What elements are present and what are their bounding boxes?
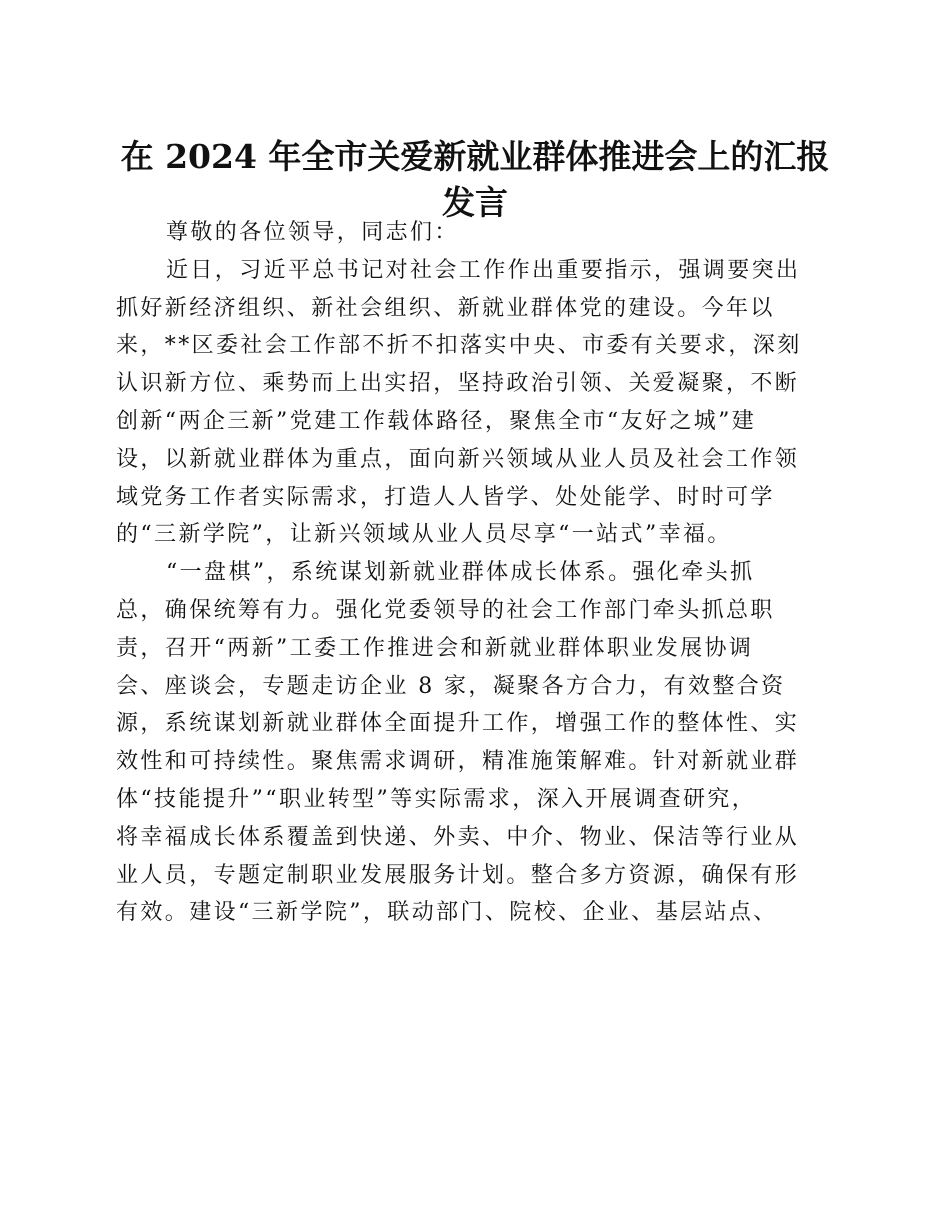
body-line: 业人员，专题定制职业发展服务计划。整合多方资源，确保有形: [116, 862, 800, 888]
body-line: 创新“两企三新”党建工作载体路径，聚焦全市“友好之城”建: [116, 408, 757, 434]
title-line-1: 在 2024 年全市关爱新就业群体推进会上的汇报: [120, 137, 830, 176]
body-line: 来，**区委社会工作部不折不扣落实中央、市委有关要求，深刻: [116, 333, 802, 359]
body-line: 将幸福成长体系覆盖到快递、外卖、中介、物业、保洁等行业从: [116, 824, 800, 850]
body-line: 有效。建设“三新学院”，联动部门、院校、企业、基层站点、: [116, 900, 778, 926]
body-line: 抓好新经济组织、新社会组织、新就业群体党的建设。今年以: [116, 295, 775, 321]
body-line: “一盘棋”，系统谋划新就业群体成长体系。强化牵头抓: [166, 560, 755, 586]
salutation: 尊敬的各位领导，同志们：: [166, 220, 459, 245]
body-line: 的“三新学院”，让新兴领域从业人员尽享“一站式”幸福。: [116, 522, 732, 548]
document-title: [100, 134, 850, 226]
body-line: 总，确保统筹有力。强化党委领导的社会工作部门牵头抓总职: [116, 597, 775, 623]
body-line: 会、座谈会，专题走访企业 8 家，凝聚各方合力，有效整合资: [116, 673, 786, 699]
title-line-2: 发言: [442, 183, 508, 222]
body-line: 体“技能提升”“职业转型”等实际需求，深入开展调查研究，: [116, 786, 757, 812]
body-line: 责，召开“两新”工委工作推进会和新就业群体职业发展协调: [116, 635, 754, 661]
body-line: 源，系统谋划新就业群体全面提升工作，增强工作的整体性、实: [116, 711, 800, 737]
body-line: 近日，习近平总书记对社会工作作出重要指示，强调要突出: [166, 257, 801, 283]
body-line: 认识新方位、乘势而上出实招，坚持政治引领、关爱凝聚，不断: [116, 371, 800, 397]
body-line: 域党务工作者实际需求，打造人人皆学、处处能学、时时可学: [116, 484, 775, 510]
document-body: [116, 214, 826, 932]
body-line: 效性和可持续性。聚焦需求调研，精准施策解难。针对新就业群: [116, 749, 800, 775]
body-line: 设，以新就业群体为重点，面向新兴领域从业人员及社会工作领: [116, 446, 800, 472]
